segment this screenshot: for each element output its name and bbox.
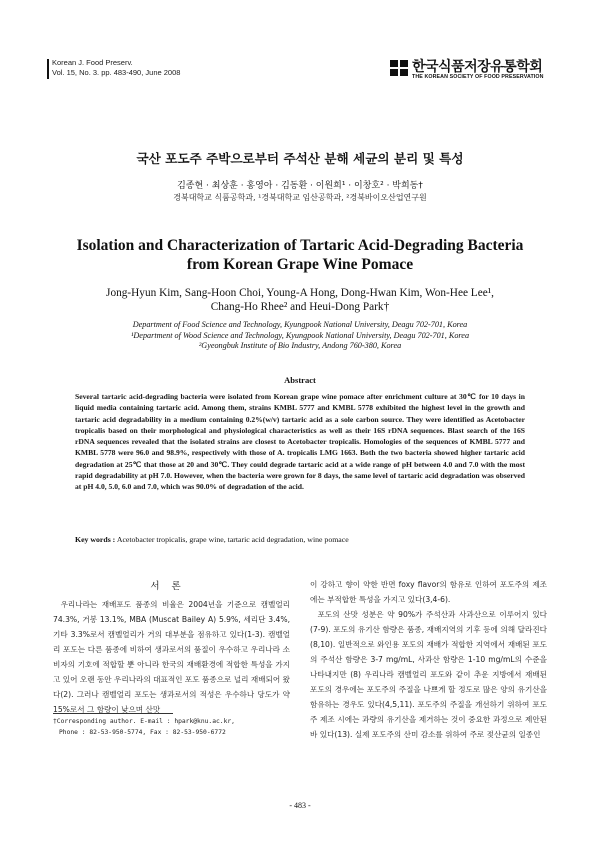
- keywords: [75, 535, 525, 544]
- society-emblem-icon: [388, 58, 410, 78]
- left-paragraph-1: 우리나라는 재배포도 품종의 비율은 2004년을 기준으로 캠벨얼리 74.3%, 거봉 13.1%, MBA (Muscat Bailey A) 5.9%, 세리단 3.4%, 기타 3.3%로서 캠벨얼리가 거의 대부분을 점유하고 있다(1-3). 캠벨얼리 포도는 다른 품종에 비하여 생과로서의 품질이 우수하고 우리나라 소비자의 기호에 적합할 뿐 아니라 한국의 재배환경에 적합한 특성을 가지고 있어 오랜 동안 우리나라의 대표적인 포도 품종으로 널리 재배되어 왔다(2). 그러나 캠벨얼리 포도는 생과로서의 적성은 우수하나 당도가 약 15%로서 그 함량이 낮으며 산맛: [53, 600, 290, 714]
- affiliation-2: ¹Department of Wood Science and Technology, Kyungpook National University, Deagu 702-701, Korea: [130, 330, 470, 340]
- english-authors-line1: Jong-Hyun Kim, Sang-Hoon Choi, Young-A Hong, Dong-Hwan Kim, Won-Hee Lee¹,: [106, 287, 494, 299]
- affiliation-3: ²Gyeongbuk Institute of Bio Industry, Andong 760-380, Korea: [198, 341, 402, 350]
- society-name-english: THE KOREAN SOCIETY OF FOOD PRESERVATION: [412, 74, 544, 80]
- english-title: [0, 236, 600, 274]
- journal-name: Korean J. Food Preserv.: [52, 58, 133, 67]
- abstract-text: Several tartaric acid-degrading bacteria were isolated from Korean grape wine pomace after enrichment culture at 30℃ for 10 days in liquid media containing tartaric acid. Among them, strains KMBL 5777 and KMBL 5778 exhibited the highest level in the growth and tartaric acid degradability in a medium containing 0.2%(w/v) tartaric acid as a sole carbon source. They were identified as Acetobacter tropicalis based on their morphological and physiological characteristics as well as their 16S rDNA sequences. Blast search of the 16S rDNA sequences revealed that the isolated strains are closest to Acetobacter tropicalis. Homologies of the sequences of KMBL 5777 and KMBL 5778 were 96.0 and 98.9%, respectively with those of A. tropicalis LMG 1663. Both the two bacteria showed higher tartaric acid degradation at 25℃ that those at 20 and 30℃. They could degrade tartaric acid at a wide range of pH between 4.0 and 7.0 with the most rapid degradability at pH 7.0. However, when the bacteria were grown for 8 days, the same level of tartaric acid degradation was observed at pH 4.0, 5.0, 6.0 and 7.0, which was 90.0% of degradation of the acid.: [75, 392, 525, 492]
- english-authors-line2: Chang-Ho Rhee² and Heui-Dong Park†: [210, 301, 390, 313]
- section-heading-introduction: 서론: [150, 581, 193, 592]
- right-paragraph-2: 포도의 산맛 성분은 약 90%가 주석산과 사과산으로 이루어지 있다(7-9). 포도의 유기산 함량은 품종, 재배지역의 기후 등에 의해 달라진다(8,10). 일반적으로 와인용 포도의 재배가 적합한 지역에서 재배된 포도의 주석산 함량은 3-7 mg/mL, 사과산 함량은 1-10 mg/mL의 수준을 나타내지만 (8) 우리나라 캠벨얼리 포도와 같이 추운 지방에서 재배된 포도의 경우에는 포도주의 주질을 나쁘게 할 정도로 많은 양의 유기산을 함유하는 경우도 있다(4,5,11). 포도주의 주질을 개선하기 위하여 포도주 제조 시에는 과량의 유기산을 제거하는 것이 중요한 과정으로 제안된 바 있다(13). 실제 포도주의 산미 감소를 위하여 주로 젖산균의 일종인: [310, 610, 547, 739]
- footnote-email: †Corresponding author. E-mail : hpark@knu.ac.kr,: [53, 718, 235, 725]
- footnote-divider: [53, 713, 173, 714]
- footnote-phone: Phone : 82-53-950-5774, Fax : 82-53-950-6772: [59, 729, 226, 736]
- right-column: [310, 577, 547, 742]
- journal-bar: [47, 59, 49, 79]
- corresponding-author-footnote: [53, 716, 290, 738]
- page-number: - 483 -: [289, 801, 311, 810]
- right-paragraph-1: 이 강하고 향이 약한 반면 foxy flavor의 함유로 인하여 포도주의 제조에는 부적합한 특성을 가지고 있다(3,4-6).: [310, 580, 547, 604]
- korean-affiliations: 경북대학교 식품공학과, ¹경북대학교 임산공학과, ²경북바이오산업연구원: [173, 193, 427, 202]
- journal-citation: [52, 58, 180, 77]
- english-title-line1: Isolation and Characterization of Tartaric Acid-Degrading Bacteria: [76, 237, 524, 254]
- korean-authors: 김종현 · 최상훈 · 홍영아 · 김동환 · 이원희¹ · 이창호² · 박희동†: [177, 181, 423, 191]
- journal-volume: Vol. 15, No. 3. pp. 483-490, June 2008: [52, 67, 181, 77]
- korean-title: 국산 포도주 주박으로부터 주석산 분해 세균의 분리 및 특성: [136, 151, 464, 166]
- english-authors: [0, 286, 600, 314]
- keywords-list: Acetobacter tropicalis, grape wine, tartaric acid degradation, wine pomace: [116, 535, 349, 544]
- abstract-heading: Abstract: [284, 375, 316, 385]
- affiliation-1: Department of Food Science and Technology, Kyungpook National University, Deagu 702-701, Korea: [132, 320, 468, 329]
- keywords-label: Key words :: [75, 535, 116, 544]
- society-logo: [388, 56, 558, 82]
- society-name-korean: 한국식품저장유통학회: [412, 59, 543, 75]
- english-title-line2: from Korean Grape Wine Pomace: [186, 256, 414, 273]
- english-affiliations: [0, 320, 600, 352]
- left-column: [53, 597, 290, 717]
